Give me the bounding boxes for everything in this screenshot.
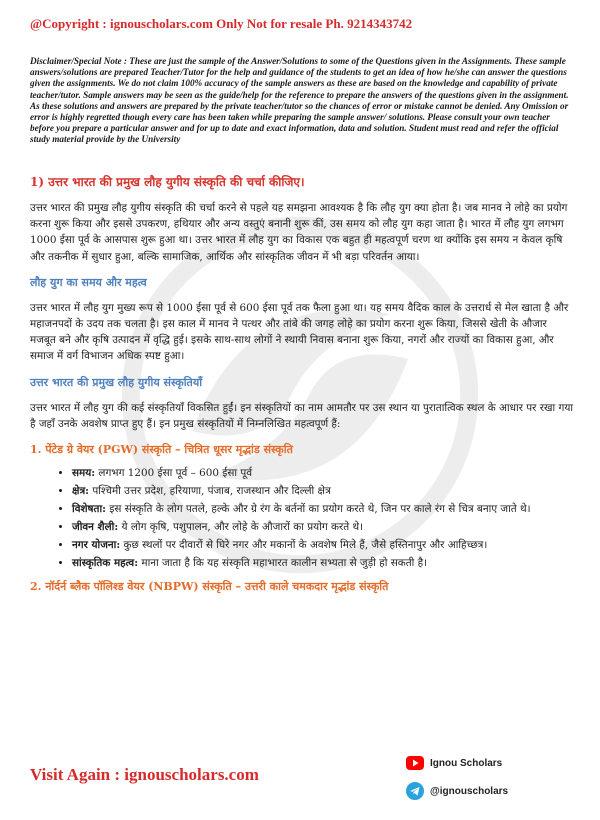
cultures-paragraph: उत्तर भारत में लौह युग की कई संस्कृतियाँ विकसित हुईं। इन संस्कृतियों का नाम आमतौर पर उस स्थान या पुरातात्विक स्थल के आधार पर रखा गया है जहाँ उनके अवशेष प्राप्त हुए हैं। इन प्रमुख संस्कृतियों में निम्नलिखित महत्वपूर्ण हैं: bbox=[30, 401, 574, 430]
list-item bbox=[72, 483, 575, 499]
item-text: पश्चिमी उत्तर प्रदेश, हरियाणा, पंजाब, राजस्थान और दिल्ली क्षेत्र bbox=[89, 485, 331, 498]
item-text: लगभग 1200 ईसा पूर्व – 600 ईसा पूर्व bbox=[95, 467, 253, 480]
item-label: जीवन शैली: bbox=[72, 521, 119, 534]
item-text: कुछ स्थलों पर दीवारों से घिरे नगर और मकानों के अवशेष मिले हैं, जैसे हस्तिनापुर और आहिच्छत्र। bbox=[120, 539, 488, 552]
item-text: ये लोग कृषि, पशुपालन, और लोहे के औजारों का प्रयोग करते थे। bbox=[118, 521, 364, 534]
telegram-icon bbox=[406, 782, 424, 800]
item-label: नगर योजना: bbox=[72, 539, 121, 552]
youtube-label: Ignou Scholars bbox=[430, 757, 503, 769]
telegram-label: @ignouscholars bbox=[430, 785, 509, 797]
disclaimer-text: Disclaimer/Special Note : These are just the sample of the Answer/Solutions to some of the Questions given in the Assignments. These sample answers/solutions are prepared Teacher/Tutor for the help and guidance of the students to get an idea of how he/she can answer the questions given the assignments. We do not claim 100% accuracy of the sample answers as these are based on the knowledge and capability of private teacher/tutor. Sample answers may be seen as the guide/help for the reference to prepare the answers of the questions given in the assignment. As these solutions and answers are prepared by the private teacher/tutor so the chances of error or mistake cannot be denied. Any Omission or error is highly regretted though every care has been taken while preparing the sample answer/ solutions. Please consult your own teacher before you prepare a particular answer and for up to date and exact information, data and solution. Student must read and refer the official study material provide by the University bbox=[30, 56, 569, 145]
list-item bbox=[72, 501, 575, 517]
list-item bbox=[72, 465, 575, 481]
list-item bbox=[72, 519, 575, 535]
visit-website-link[interactable]: Visit Again : ignouscholars.com bbox=[30, 765, 259, 784]
social-links bbox=[406, 752, 586, 808]
list-item bbox=[72, 537, 575, 553]
item-text: माना जाता है कि यह संस्कृति महाभारत कालीन सभ्यता से जुड़ी हो सकती है। bbox=[138, 557, 428, 570]
section-heading-cultures: उत्तर भारत की प्रमुख लौह युगीय संस्कृतियाँ bbox=[30, 375, 203, 389]
iron-age-time-paragraph: उत्तर भारत में लौह युग मुख्य रूप से 1000 ईसा पूर्व से 600 ईसा पूर्व तक फैला हुआ था। यह समय वैदिक काल के उत्तरार्ध से मेल खाता है और महाजनपदों के उदय तक चलता है। इस काल में मानव ने पत्थर और तांबे की जगह लोहे का प्रयोग करना शुरू किया, जिससे खेती के औजार मजबूत बने और कृषि उत्पादन में वृद्धि हुई। इसके साथ-साथ लोगों ने स्थायी निवास बनाना शुरू किया, नगरों और राज्यों का विकास हुआ, और समाज में वर्ग विभाजन अधिक स्पष्ट हुआ। bbox=[30, 301, 569, 363]
pgw-culture-heading: 1. पेंटेड ग्रे वेयर (PGW) संस्कृति – चित्रित धूसर मृद्भांड संस्कृति bbox=[30, 443, 293, 457]
youtube-icon bbox=[406, 756, 424, 770]
item-label: सांस्कृतिक महत्व: bbox=[72, 557, 139, 570]
telegram-link[interactable] bbox=[406, 780, 586, 802]
section-heading-iron-age-time: लौह युग का समय और महत्व bbox=[30, 275, 147, 289]
youtube-link[interactable] bbox=[406, 752, 586, 774]
item-label: विशेषता: bbox=[72, 503, 106, 516]
question-heading: 1) उत्तर भारत की प्रमुख लौह युगीय संस्कृति की चर्चा कीजिए। bbox=[30, 175, 305, 189]
copyright-header: @Copyright : ignouscholars.com Only Not for resale Ph. 9214343742 bbox=[30, 16, 413, 31]
nbpw-culture-heading: 2. नॉर्दर्न ब्लैक पॉलिश्ड वेयर (NBPW) संस्कृति – उत्तरी काले चमकदार मृद्भांड संस्कृति bbox=[30, 580, 389, 594]
list-item bbox=[72, 555, 575, 571]
answer-content bbox=[30, 174, 575, 602]
item-text: इस संस्कृति के लोग पतले, हल्के और ग्रे रंग के बर्तनों का प्रयोग करते थे, जिन पर काले रंग से चित्र बनाए जाते थे। bbox=[106, 503, 531, 516]
pgw-details-list bbox=[30, 465, 575, 571]
intro-paragraph: उत्तर भारत की प्रमुख लौह युगीय संस्कृति की चर्चा करने से पहले यह समझना आवश्यक है कि लौह युग क्या होता है। जब मानव ने लोहे का प्रयोग करना शुरू किया और इससे उपकरण, हथियार और अन्य वस्तुएं बनानी शुरू कीं, उस समय को लौह युग कहा जाता है। भारत में लौह युग लगभग 1000 ईसा पूर्व के आसपास शुरू हुआ था। उत्तर भारत में लौह युग का विकास एक बहुत ही महत्वपूर्ण चरण था क्योंकि इस समय न केवल कृषि और तकनीक में सुधार हुआ, बल्कि सामाजिक, आर्थिक और सांस्कृतिक जीवन में भी बड़ा परिवर्तन आया। bbox=[30, 202, 568, 263]
item-label: क्षेत्र: bbox=[72, 485, 90, 498]
item-label: समय: bbox=[72, 467, 96, 480]
